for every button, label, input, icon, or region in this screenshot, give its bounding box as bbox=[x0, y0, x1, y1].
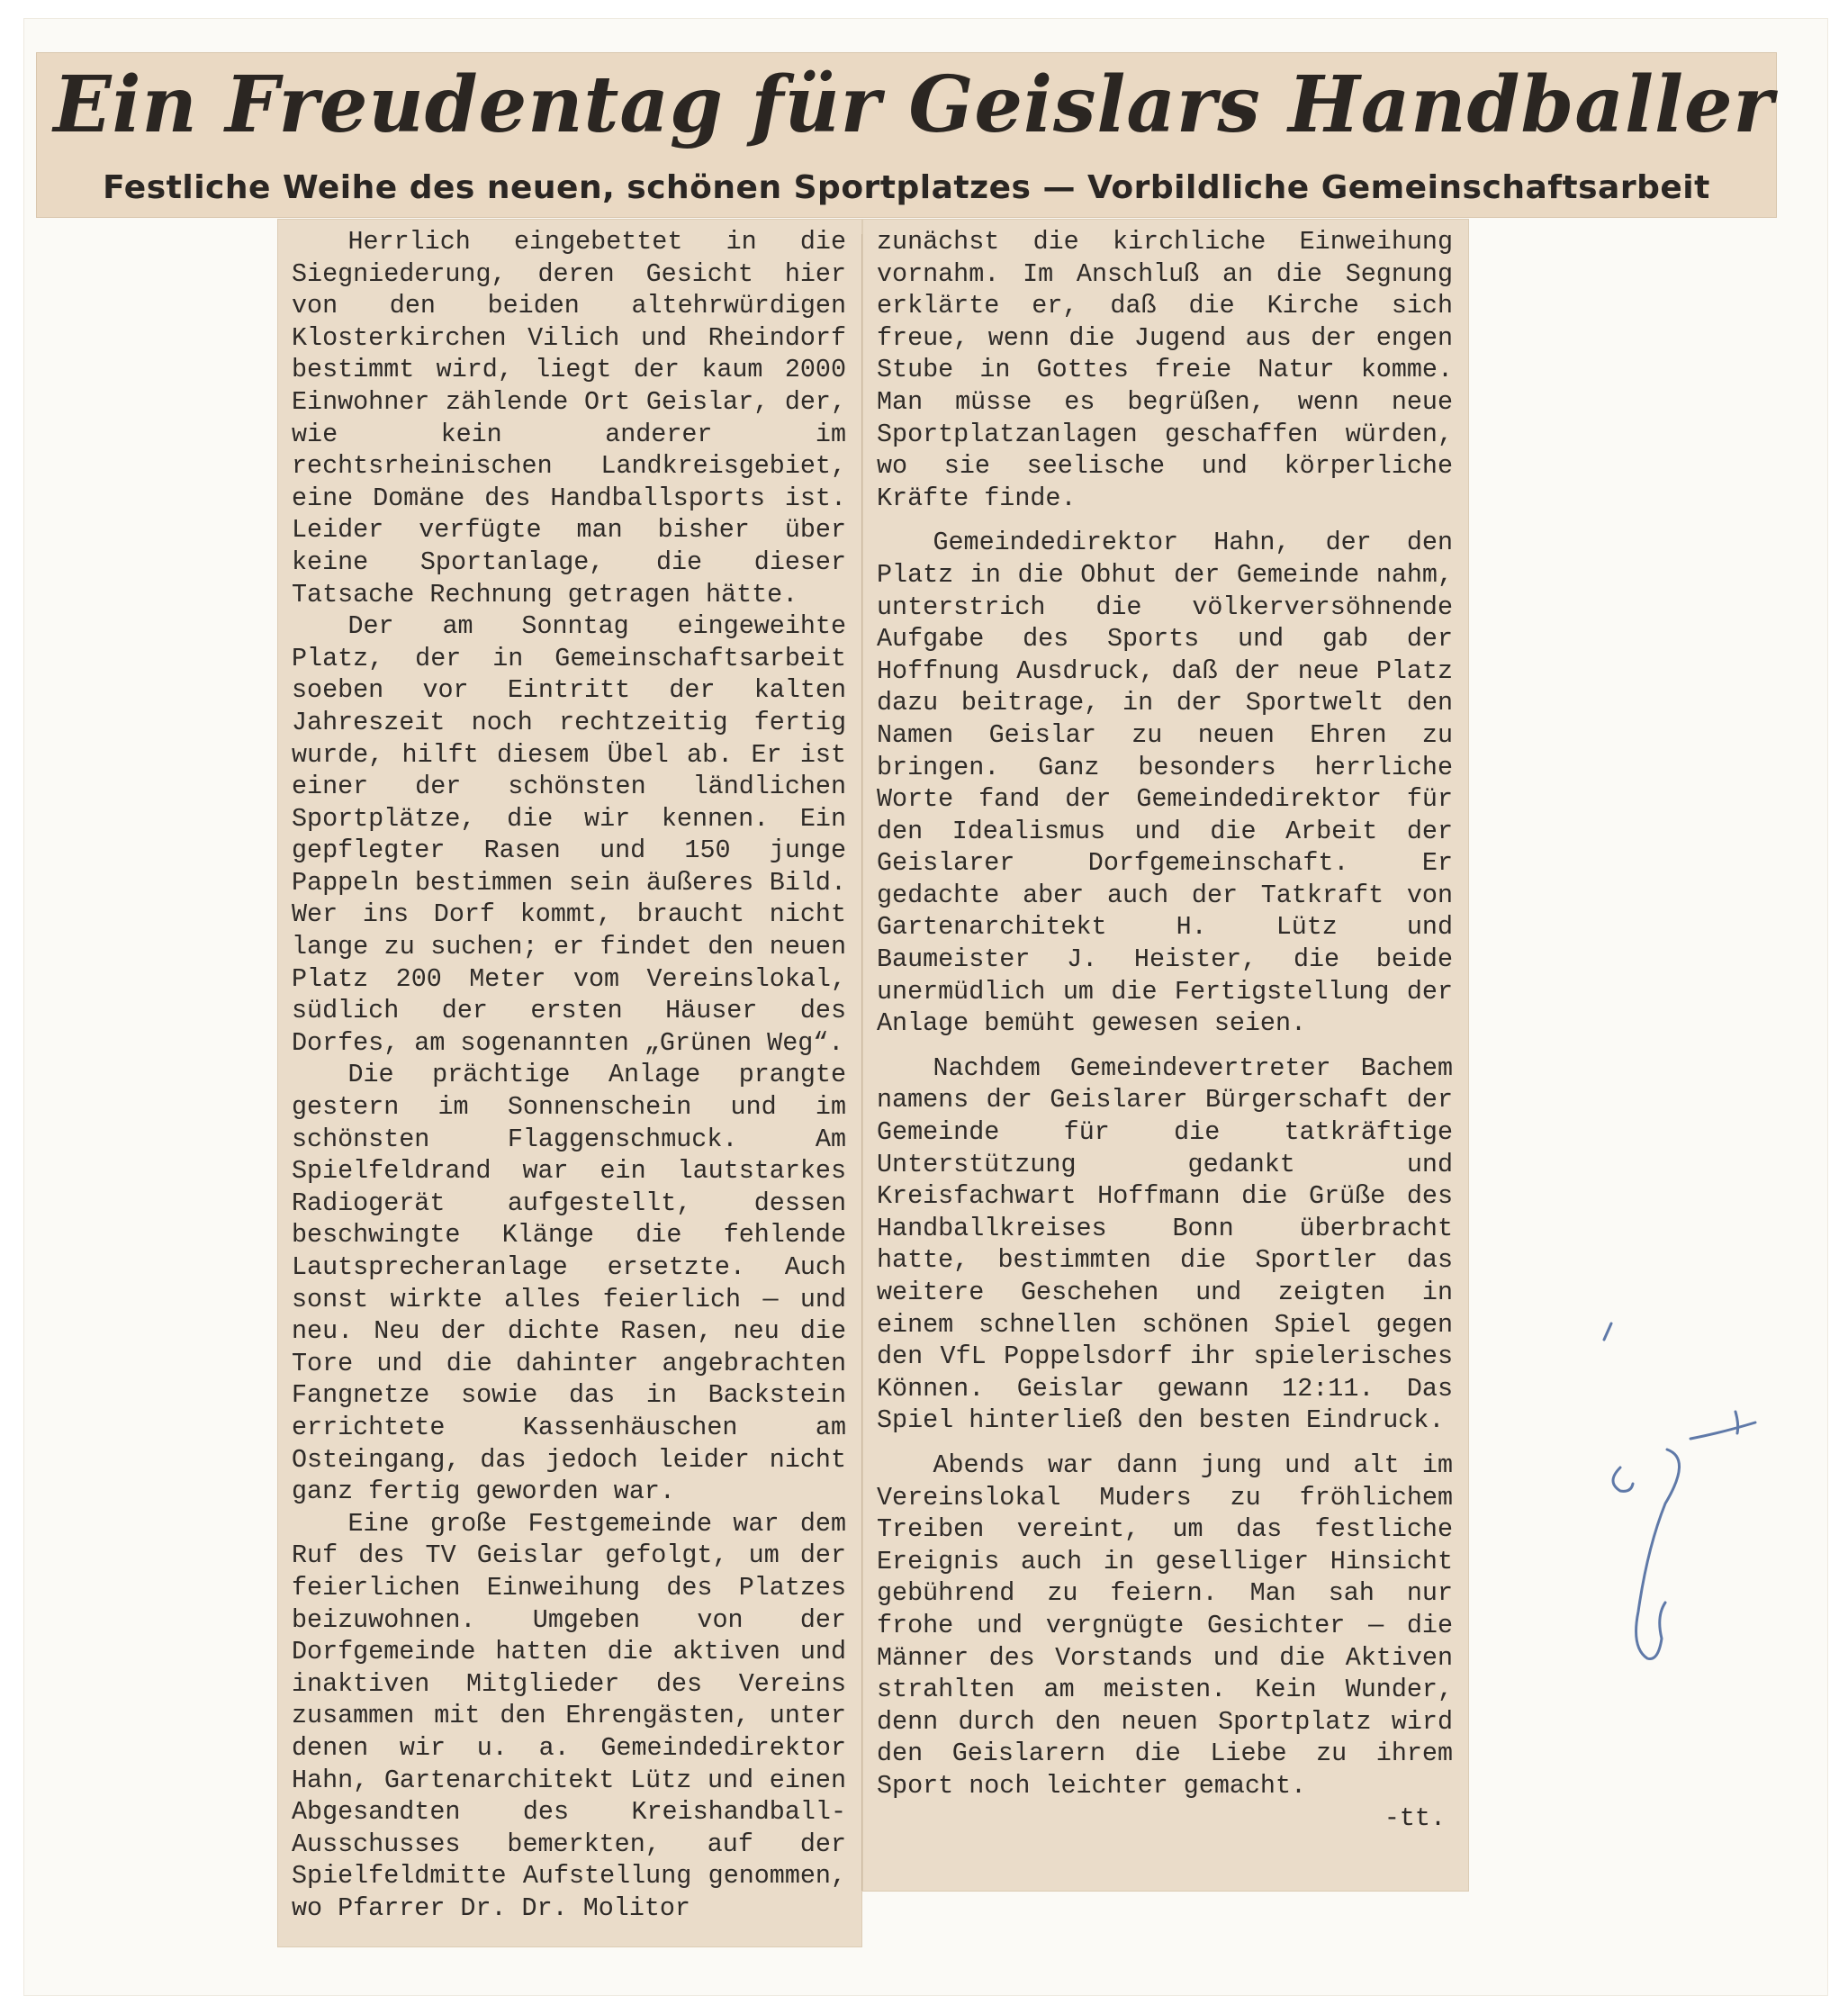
paragraph: Abends war dann jung und alt im Vereinslokal Muders zu fröhlichem Treiben vereint, um das festliche Ereignis auch in geselliger Hinsicht gebührend zu feiern. Man sah nur frohe und vergnügte Gesichter — die Männer des Vorstands und die Aktiven strahlten am meisten. Kein Wunder, denn durch den neuen Sportplatz wird den Geislarern die Liebe zu ihrem Sport noch leichter gemacht. bbox=[877, 1450, 1453, 1801]
column-right-text bbox=[877, 226, 1453, 1834]
paragraph: Die prächtige Anlage prangte gestern im Sonnenschein und im schönsten Flaggenschmuck. Am Spielfeldrand war ein lautstarkes Radiogerät aufgestellt, dessen beschwingte Klänge die fehlende Lautsprecheranlage ersetzte. Auch sonst wirkte alles feierlich — und neu. Neu der dichte Rasen, neu die Tore und die dahinter angebrachten Fangnetze sowie das in Backstein errichtete Kassenhäuschen am Osteingang, das jedoch leider nicht ganz fertig geworden war. bbox=[292, 1060, 846, 1507]
headline-strip bbox=[36, 52, 1777, 218]
author-signature: -tt. bbox=[1384, 1802, 1446, 1833]
article-column-left bbox=[277, 219, 862, 1947]
paragraph: Gemeindedirektor Hahn, der den Platz in die Obhut der Gemeinde nahm, unterstrich die völkerversöhnende Aufgabe des Sports und gab der Hoffnung Ausdruck, daß der neue Platz dazu beitrage, in der Sportwelt den Namen Geislar zu neuen Ehren zu bringen. Ganz besonders herrliche Worte fand der Gemeindedirektor für den Idealismus und die Arbeit der Geislarer Dorfgemeinschaft. Er gedachte aber auch der Tatkraft von Gartenarchitekt H. Lütz und Baumeister J. Heister, die beide unermüdlich um die Fertigstellung der Anlage bemüht gewesen seien. bbox=[877, 528, 1453, 1039]
article-subheadline: Festliche Weihe des neuen, schönen Sportplatzes — Vorbildliche Gemeinschaftsarbeit bbox=[103, 169, 1710, 206]
paragraph: Herrlich eingebettet in die Siegniederung, deren Gesicht hier von den beiden altehrwürdigen Klosterkirchen Vilich und Rheindorf bestimmt wird, liegt der kaum 2000 Einwohner zählende Ort Geislar, der, wie kein anderer im rechtsrheinischen Landkreisgebiet, eine Domäne des Handballsports ist. Leider verfügte man bisher über keine Sportanlage, die dieser Tatsache Rechnung getragen hätte. bbox=[292, 227, 846, 610]
paragraph: Nachdem Gemeindevertreter Bachem namens der Geislarer Bürgerschaft der Gemeinde für die tatkräftige Unterstützung gedankt und Kreisfachwart Hoffmann die Grüße des Handballkreises Bonn überbracht hatte, bestimmten die Sportler das weitere Geschehen und zeigten in einem schnellen schönen Spiel gegen den VfL Poppelsdorf ihr spielerisches Können. Geislar gewann 12:11. Das Spiel hinterließ den besten Eindruck. bbox=[877, 1052, 1453, 1436]
paragraph: zunächst die kirchliche Einweihung vornahm. Im Anschluß an die Segnung erklärte er, daß die Kirche sich freue, wenn die Jugend aus der engen Stube in Gottes freie Natur komme. Man müsse es begrüßen, wenn neue Sportplatzanlagen geschaffen würden, wo sie seelische und körperliche Kräfte finde. bbox=[877, 227, 1453, 513]
article-headline: Ein Freudentag für Geislars Handballer bbox=[53, 59, 1774, 150]
column-left-text bbox=[292, 226, 846, 1924]
paragraph: Der am Sonntag eingeweihte Platz, der in Gemeinschaftsarbeit soeben vor Eintritt der kalten Jahreszeit noch rechtzeitig fertig wurde, hilft diesem Übel ab. Er ist einer der schönsten ländlichen Sportplätze, die wir kennen. Ein gepflegter Rasen und 150 junge Pappeln bestimmen sein äußeres Bild. Wer ins Dorf kommt, braucht nicht lange zu suchen; er findet den neuen Platz 200 Meter vom Vereinslokal, südlich der ersten Häuser des Dorfes, am sogenannten „Grünen Weg“. bbox=[292, 611, 846, 1058]
article-column-right bbox=[862, 219, 1469, 1892]
handwritten-pen-mark bbox=[1584, 1305, 1791, 1684]
paragraph: Eine große Festgemeinde war dem Ruf des TV Geislar gefolgt, um der feierlichen Einweihung des Platzes beizuwohnen. Umgeben von der Dorfgemeinde hatten die aktiven und inaktiven Mitglieder des Vereins zusammen mit den Ehrengästen, unter denen wir u. a. Gemeindedirektor Hahn, Gartenarchitekt Lütz und einen Abgesandten des Kreishandball-Ausschusses bemerkten, auf der Spielfeldmitte Aufstellung genommen, wo Pfarrer Dr. Dr. Molitor bbox=[292, 1508, 846, 1923]
